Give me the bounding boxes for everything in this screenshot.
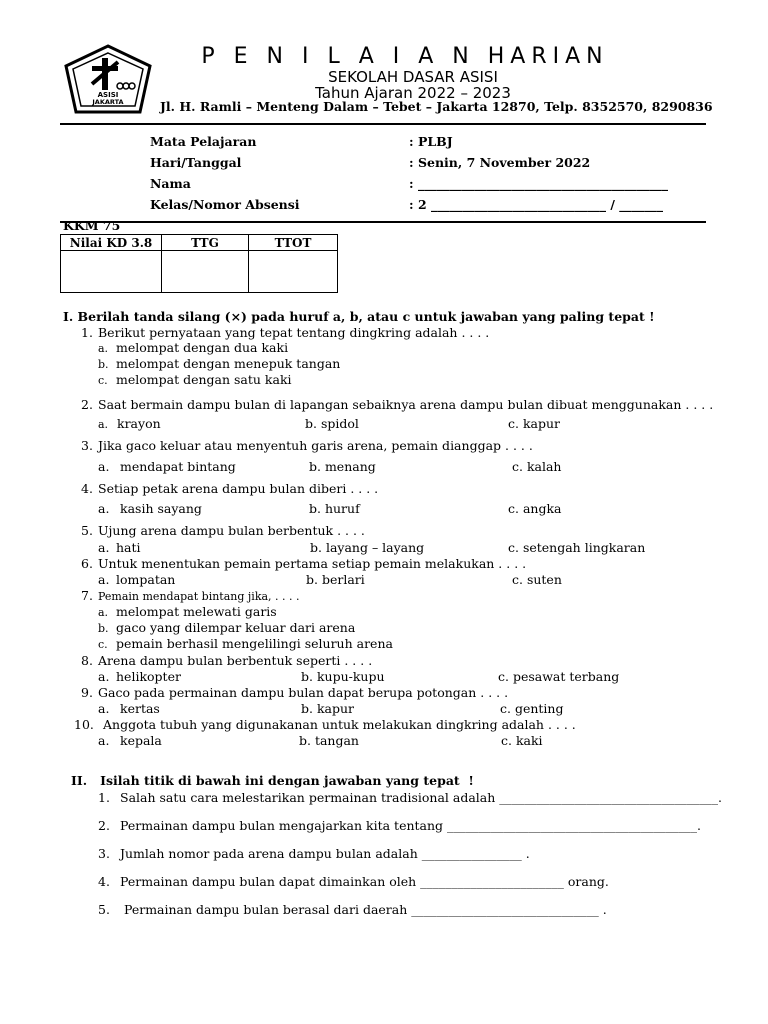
question-text: Berikut pernyataan yang tepat tentang dingkring adalah . . . .	[98, 325, 490, 340]
option-letter: a.	[98, 418, 109, 431]
option-text[interactable]: melompat dengan menepuk tangan	[116, 356, 341, 371]
fill-number: 2.	[98, 818, 110, 833]
question-number: 9.	[81, 685, 93, 700]
question-number: 6.	[81, 556, 93, 571]
option-text[interactable]: kertas	[120, 701, 160, 716]
option-text[interactable]: melompat dengan dua kaki	[116, 340, 289, 355]
fill-item[interactable]: Permainan dampu bulan berasal dari daerah ______________________________ .	[120, 902, 607, 917]
info-divider	[60, 221, 706, 223]
question-number: 4.	[81, 481, 93, 496]
option-text[interactable]: c. setengah lingkaran	[508, 540, 646, 555]
name-label: Nama	[150, 176, 191, 191]
fill-item[interactable]: Permainan dampu bulan mengajarkan kita tentang ________________________________________.	[120, 818, 701, 833]
name-field[interactable]: : ________________________________________	[409, 176, 668, 191]
option-letter: a.	[98, 701, 110, 716]
grade-header-ttg: TTG	[162, 235, 249, 251]
kkm-label: KKM 75	[63, 218, 121, 233]
date-label: Hari/Tanggal	[150, 155, 242, 170]
question-text: Setiap petak arena dampu bulan diberi . . . .	[98, 481, 379, 496]
option-text[interactable]: krayon	[117, 416, 161, 431]
option-text[interactable]: c. kaki	[501, 733, 543, 748]
question-number: 8.	[81, 653, 93, 668]
option-letter: c.	[98, 638, 108, 651]
fill-number: 3.	[98, 846, 110, 861]
option-letter: a.	[98, 572, 110, 587]
option-text[interactable]: b. spidol	[305, 416, 359, 431]
grade-table	[60, 234, 338, 293]
option-text[interactable]: c. pesawat terbang	[498, 669, 620, 684]
option-letter: a.	[98, 540, 110, 555]
option-text[interactable]: b. kapur	[301, 701, 355, 716]
option-text[interactable]: melompat melewati garis	[116, 604, 277, 619]
option-text[interactable]: lompatan	[116, 572, 176, 587]
option-text[interactable]: mendapat bintang	[120, 459, 236, 474]
section1-title: I. Berilah tanda silang (×) pada huruf a, b, atau c untuk jawaban yang paling tepat !	[63, 309, 655, 324]
question-number: 1.	[81, 325, 93, 340]
question-text: Pemain mendapat bintang jika, . . . .	[98, 590, 300, 603]
option-text[interactable]: c. genting	[500, 701, 564, 716]
option-letter: a.	[98, 606, 109, 619]
logo-text-asisi: ASISI	[97, 91, 119, 99]
option-letter: a.	[98, 459, 110, 474]
fill-item[interactable]: Salah satu cara melestarikan permainan tradisional adalah ___________________________________.	[120, 790, 722, 805]
grade-cell-ttg[interactable]	[162, 251, 249, 293]
page-title: P E N I L A I A N HARIAN	[201, 44, 609, 69]
fill-item[interactable]: Jumlah nomor pada arena dampu bulan adalah ________________ .	[120, 846, 530, 861]
logo-text-jakarta: JAKARTA	[92, 98, 124, 106]
option-letter: a.	[98, 669, 110, 684]
grade-header-kd: Nilai KD 3.8	[61, 235, 162, 251]
option-text[interactable]: melompat dengan satu kaki	[116, 372, 292, 387]
option-text[interactable]: gaco yang dilempar keluar dari arena	[116, 620, 356, 635]
grade-cell-kd[interactable]	[61, 251, 162, 293]
option-text[interactable]: b. huruf	[309, 501, 360, 516]
date-value: : Senin, 7 November 2022	[409, 155, 591, 170]
option-letter: a.	[98, 733, 110, 748]
option-text[interactable]: b. kupu-kupu	[301, 669, 385, 684]
option-text[interactable]: pemain berhasil mengelilingi seluruh arena	[116, 636, 393, 651]
option-text[interactable]: c. suten	[512, 572, 562, 587]
school-year: Tahun Ajaran 2022 – 2023	[315, 84, 511, 102]
option-text[interactable]: kepala	[120, 733, 162, 748]
option-text[interactable]: c. angka	[508, 501, 562, 516]
option-letter: b.	[98, 358, 109, 371]
subject-value: : PLBJ	[409, 134, 453, 149]
question-number: 10.	[74, 717, 94, 732]
school-address: Jl. H. Ramli – Menteng Dalam – Tebet – Jakarta 12870, Telp. 8352570, 8290836	[160, 99, 713, 114]
section2-title: II. Isilah titik di bawah ini dengan jawaban yang tepat !	[71, 773, 474, 788]
option-letter: b.	[98, 622, 109, 635]
option-text[interactable]: helikopter	[116, 669, 181, 684]
fill-number: 4.	[98, 874, 110, 889]
option-letter: c.	[98, 374, 108, 387]
question-text: Ujung arena dampu bulan berbentuk . . . .	[98, 523, 365, 538]
subject-label: Mata Pelajaran	[150, 134, 257, 149]
option-text[interactable]: hati	[116, 540, 141, 555]
option-letter: a.	[98, 501, 110, 516]
question-number: 3.	[81, 438, 93, 453]
question-number: 5.	[81, 523, 93, 538]
fill-number: 1.	[98, 790, 110, 805]
class-label: Kelas/Nomor Absensi	[150, 197, 300, 212]
fill-item[interactable]: Permainan dampu bulan dapat dimainkan oleh _______________________ orang.	[120, 874, 609, 889]
option-text[interactable]: b. berlari	[306, 572, 365, 587]
option-letter: a.	[98, 342, 109, 355]
option-text[interactable]: kasih sayang	[120, 501, 202, 516]
grade-header-ttot: TTOT	[249, 235, 338, 251]
option-text[interactable]: c. kalah	[512, 459, 562, 474]
school-name: SEKOLAH DASAR ASISI	[328, 68, 498, 86]
option-text[interactable]: c. kapur	[508, 416, 561, 431]
option-text[interactable]: b. menang	[309, 459, 376, 474]
question-text: Jika gaco keluar atau menyentuh garis arena, pemain dianggap . . . .	[98, 438, 533, 453]
question-text: Gaco pada permainan dampu bulan dapat berupa potongan . . . .	[98, 685, 509, 700]
grade-cell-ttot[interactable]	[249, 251, 338, 293]
fill-number: 5.	[98, 902, 110, 917]
question-text: Saat bermain dampu bulan di lapangan sebaiknya arena dampu bulan dibuat menggunakan . . . .	[98, 397, 714, 412]
question-text: Anggota tubuh yang digunakanan untuk melakukan dingkring adalah . . . .	[103, 717, 576, 732]
question-text: Arena dampu bulan berbentuk seperti . . . .	[98, 653, 373, 668]
question-number: 7.	[81, 588, 93, 603]
class-field[interactable]: : 2 ____________________________ / _______	[409, 197, 664, 212]
header-divider	[60, 123, 706, 125]
option-text[interactable]: b. tangan	[299, 733, 359, 748]
question-text: Untuk menentukan pemain pertama setiap pemain melakukan . . . .	[98, 556, 527, 571]
question-number: 2.	[81, 397, 93, 412]
option-text[interactable]: b. layang – layang	[310, 540, 425, 555]
